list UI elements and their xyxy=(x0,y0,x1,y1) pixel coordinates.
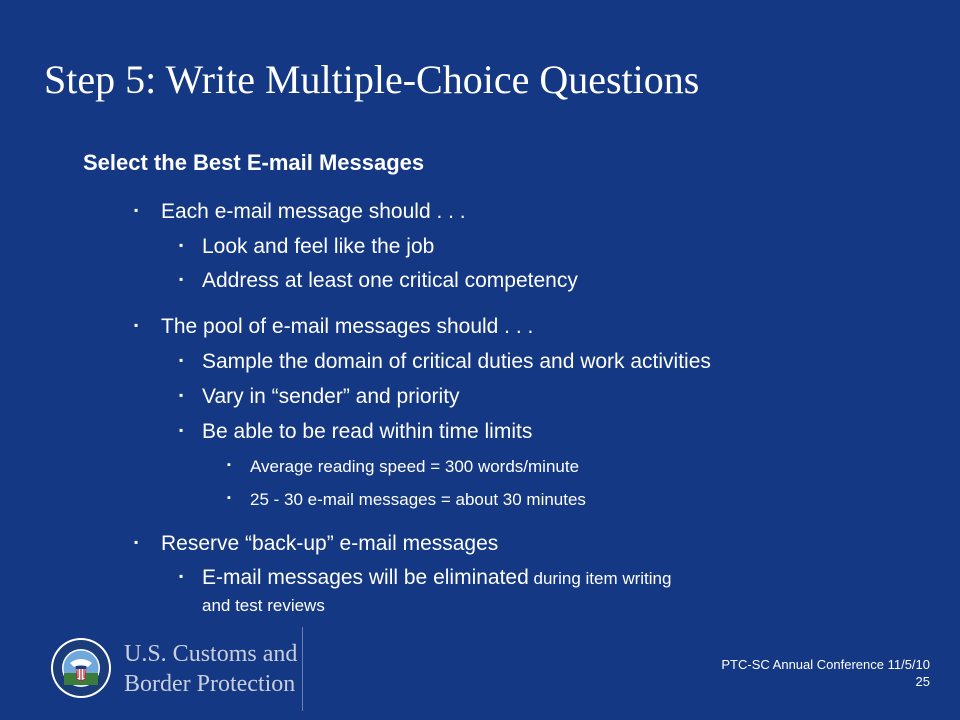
bullet-item xyxy=(134,315,534,339)
bullet-text: Be able to be read within time limits xyxy=(202,420,533,443)
agency-name-line2: Border Protection xyxy=(124,671,296,697)
bullet-text-small: during item writing xyxy=(528,569,672,588)
bullet-item xyxy=(134,200,466,224)
page-number: 25 xyxy=(915,674,930,689)
bullet-text: The pool of e-mail messages should . . . xyxy=(161,315,534,338)
agency-name-line1: U.S. Customs and xyxy=(124,641,298,667)
bullet-icon: ▪ xyxy=(134,318,139,332)
footer-divider xyxy=(302,627,303,711)
bullet-icon: ▪ xyxy=(179,272,184,286)
bullet-icon: ▪ xyxy=(179,388,184,402)
bullet-text-main: E-mail messages will be eliminated xyxy=(202,566,529,589)
section-heading: Select the Best E-mail Messages xyxy=(83,150,425,175)
bullet-icon: ▪ xyxy=(134,203,139,217)
slide-title: Step 5: Write Multiple-Choice Questions xyxy=(44,57,700,102)
sub-sub-bullet-item xyxy=(227,457,580,477)
sub-bullet-continuation xyxy=(202,596,325,616)
bullet-icon: ▪ xyxy=(179,238,184,252)
sub-bullet-item xyxy=(179,420,533,444)
bullet-icon: ▪ xyxy=(227,459,231,471)
sub-bullet-item xyxy=(179,385,460,409)
bullet-text: Sample the domain of critical duties and work activities xyxy=(202,350,711,373)
bullet-item xyxy=(134,532,499,556)
agency-logo xyxy=(46,633,304,711)
bullet-text: Vary in “sender” and priority xyxy=(202,385,460,408)
bullet-icon: ▪ xyxy=(179,569,184,583)
bullet-text: and test reviews xyxy=(202,596,325,615)
bullet-icon: ▪ xyxy=(134,535,139,549)
bullet-text: Address at least one critical competency xyxy=(202,269,578,292)
dhs-seal-icon xyxy=(50,637,112,699)
bullet-icon: ▪ xyxy=(179,353,184,367)
sub-bullet-item xyxy=(179,566,672,590)
conference-label: PTC-SC Annual Conference 11/5/10 xyxy=(721,657,930,672)
bullet-icon: ▪ xyxy=(227,492,231,504)
bullet-text: Each e-mail message should . . . xyxy=(161,200,466,223)
sub-bullet-item xyxy=(179,350,711,374)
sub-bullet-item xyxy=(179,235,435,259)
bullet-icon: ▪ xyxy=(179,423,184,437)
bullet-text: Look and feel like the job xyxy=(202,235,435,258)
bullet-text: Average reading speed = 300 words/minute xyxy=(250,457,580,476)
sub-sub-bullet-item xyxy=(227,490,586,510)
bullet-text: 25 - 30 e-mail messages = about 30 minutes xyxy=(250,490,586,509)
sub-bullet-item xyxy=(179,269,578,293)
bullet-text: Reserve “back-up” e-mail messages xyxy=(161,532,499,555)
